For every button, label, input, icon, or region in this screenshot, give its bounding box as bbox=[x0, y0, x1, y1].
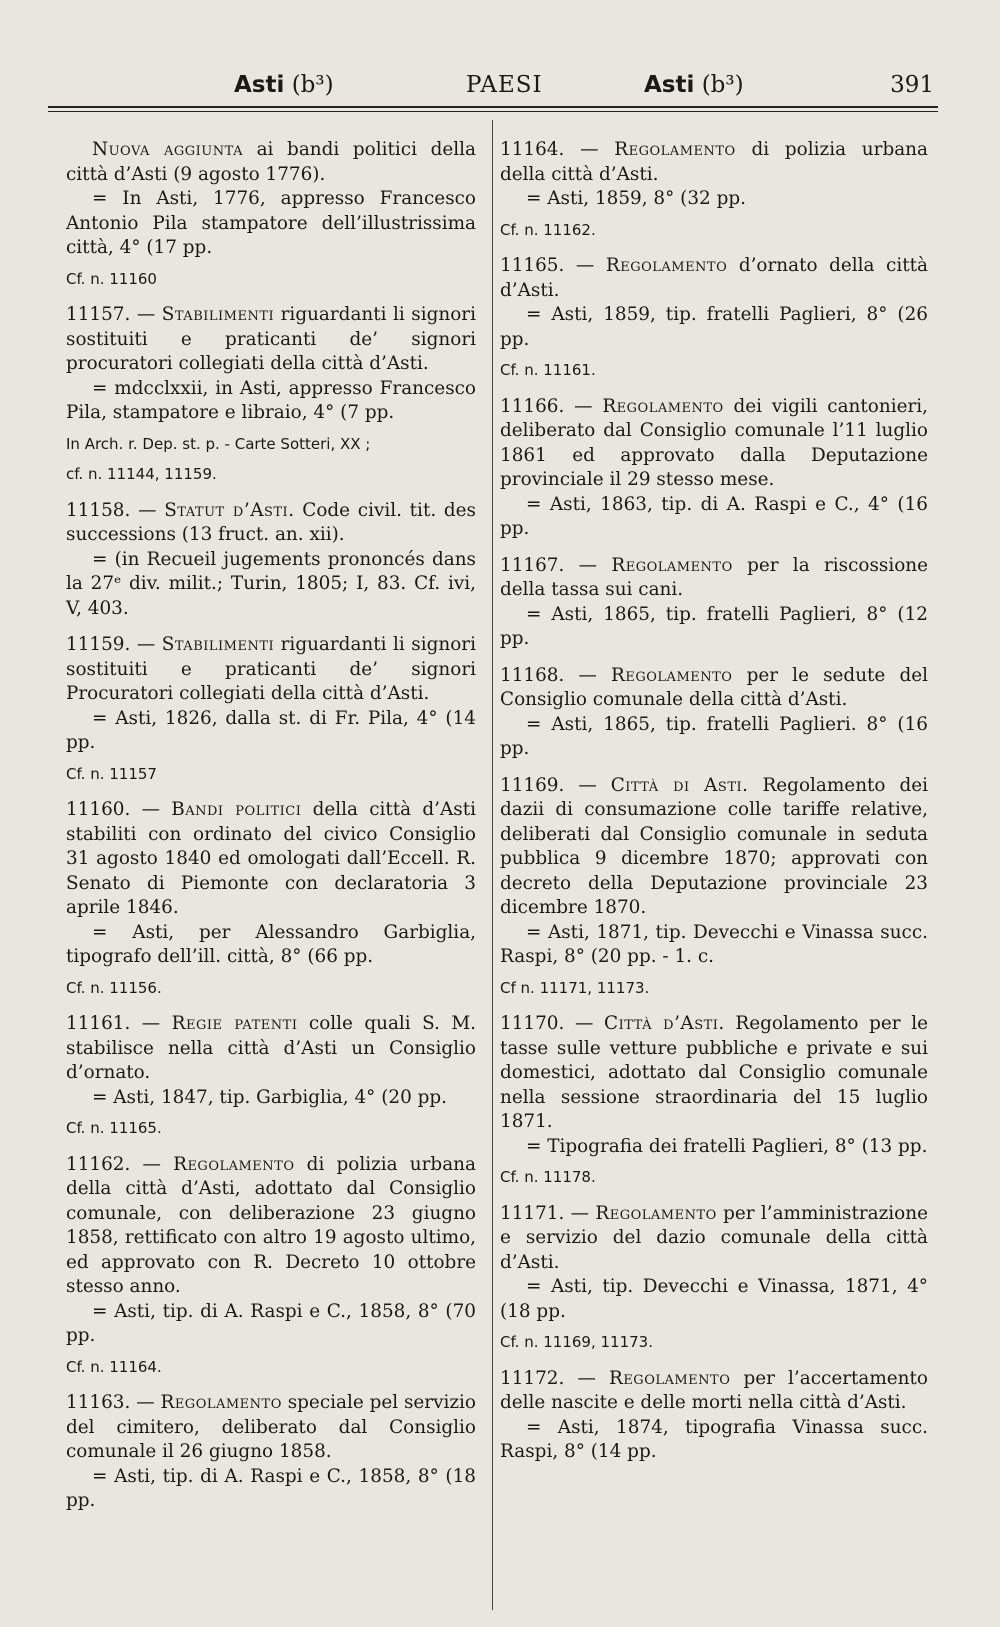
entry-text: Regolamento per le tasse sulle vetture pubbliche e private e sui domestici, adottato dal Consiglio comunale nella sessione straordinaria del 15 luglio 1871. bbox=[500, 1013, 928, 1132]
header-rule-thin bbox=[48, 111, 938, 112]
entry-description: 11166. — Regolamento dei vigili cantonieri, deliberato dal Consiglio comunale l’11 luglio 1861 ed approvato dalla Deputazione provinciale il 29 stesso mese. bbox=[500, 395, 928, 490]
entry-heading: Regolamento bbox=[605, 255, 728, 276]
entry-number: 11161. bbox=[66, 1013, 131, 1034]
entry-text: Code civil. tit. des successions (13 fruct. an. xii). bbox=[66, 499, 476, 545]
catalog-entry bbox=[66, 1153, 476, 1380]
entry-description: 11170. — Città d’Asti. Regolamento per le tasse sulle vetture pubbliche e private e sui domestici, adottato dal Consiglio comunale nella sessione straordinaria del 15 luglio 1871. bbox=[500, 1013, 928, 1132]
entry-description: 11159. — Stabilimenti riguardanti li signori sostituiti e praticanti de’ signori Procuratori collegiati della città d’Asti. bbox=[66, 634, 476, 704]
catalog-entry bbox=[66, 633, 476, 786]
entry-description: 11160. — Bandi politici della città d’Asti stabiliti con ordinato del civico Consiglio 31 agosto 1840 ed omologati dall’Eccell. R. Senato di Piemonte con declaratoria 3 aprile 1846. bbox=[66, 799, 476, 918]
entry-text: riguardanti li signori sostituiti e praticanti de’ signori Procuratori collegiati della città d’Asti. bbox=[66, 634, 476, 704]
entry-reference: Cf. n. 11178. bbox=[500, 1168, 596, 1186]
entry-imprint: = Asti, 1826, dalla st. di Fr. Pila, 4° (14 pp. bbox=[66, 707, 476, 753]
entry-description: 11165. — Regolamento d’ornato della città d’Asti. bbox=[500, 255, 928, 301]
entry-reference: Cf n. 11171, 11173. bbox=[500, 978, 650, 997]
entry-number: 11158. bbox=[66, 499, 131, 521]
entry-description: 11167. — Regolamento per la riscossione della tassa sui cani. bbox=[500, 554, 928, 600]
entry-imprint: = Asti, 1863, tip. di A. Raspi e C., 4° (16 pp. bbox=[500, 493, 928, 539]
catalog-entry bbox=[66, 499, 476, 622]
entry-text: di polizia urbana della città d’Asti, adottato dal Consiglio comunale, con deliberazione 23 giugno 1858, rettificato con altro 19 agosto ultimo, ed approvato con R. Decreto 10 ottobre stesso anno. bbox=[66, 1153, 476, 1297]
entry-heading: Regolamento bbox=[602, 395, 724, 417]
entry-description: 11172. — Regolamento per l’accertamento delle nascite e delle morti nella città d’Asti. bbox=[500, 1367, 928, 1413]
entry-reference: Cf. n. 11161. bbox=[500, 361, 596, 379]
entry-text: ai bandi politici della città d’Asti (9 agosto 1776). bbox=[66, 139, 476, 185]
header-left-title: Asti (b³) bbox=[234, 72, 334, 98]
entry-number: 11169. bbox=[500, 774, 565, 796]
entry-number: 11163. bbox=[66, 1392, 131, 1413]
entry-description: 11168. — Regolamento per le sedute del Consiglio comunale della città d’Asti. bbox=[500, 664, 928, 710]
entry-imprint: = Asti, 1874, tipografia Vinassa succ. Raspi, 8° (14 pp. bbox=[500, 1416, 928, 1462]
catalog-entry bbox=[500, 395, 928, 542]
entry-number: 11159. bbox=[66, 634, 131, 655]
entry-imprint: = Asti, 1871, tip. Devecchi e Vinassa succ. Raspi, 8° (20 pp. - 1. c. bbox=[500, 921, 928, 967]
catalog-entry bbox=[500, 554, 928, 652]
entry-reference: Cf. n. 11156. bbox=[66, 978, 162, 997]
catalog-entry bbox=[66, 138, 476, 291]
entry-number: 11171. bbox=[500, 1202, 565, 1224]
entry-text: per la riscossione della tassa sui cani. bbox=[500, 554, 928, 600]
entry-heading: Nuova aggiunta bbox=[92, 139, 243, 160]
header-rule-thick bbox=[48, 106, 938, 108]
entry-reference: Cf. n. 11165. bbox=[66, 1119, 162, 1137]
catalog-entry bbox=[500, 1012, 928, 1190]
entry-description: 11163. — Regolamento speciale pel servizio del cimitero, deliberato dal Consiglio comunale il 26 giugno 1858. bbox=[66, 1392, 477, 1462]
entry-imprint: = Tipografia dei fratelli Paglieri, 8° (13 pp. bbox=[526, 1135, 928, 1157]
entry-description: 11171. — Regolamento per l’amministrazione e servizio del dazio comunale della città d’Asti. bbox=[500, 1202, 928, 1273]
catalog-entry bbox=[500, 1367, 928, 1465]
catalog-entry bbox=[500, 1202, 928, 1355]
catalog-entry bbox=[66, 798, 476, 1000]
entry-heading: Città d’Asti. bbox=[604, 1013, 725, 1034]
catalog-entry bbox=[500, 774, 928, 1001]
entry-heading: Regolamento bbox=[611, 554, 733, 576]
entry-number: 11165. bbox=[500, 255, 565, 276]
right-column bbox=[500, 138, 928, 1477]
entry-reference: Cf. n. 11157 bbox=[66, 764, 157, 783]
entry-heading: Regolamento bbox=[608, 1367, 731, 1389]
entry-imprint: = In Asti, 1776, appresso Francesco Antonio Pila stampatore dell’illustrissima città, 4° (17 pp. bbox=[66, 188, 476, 258]
entry-imprint: = Asti, per Alessandro Garbiglia, tipografo dell’ill. città, 8° (66 pp. bbox=[66, 921, 476, 967]
entry-text: d’ornato della città d’Asti. bbox=[500, 255, 928, 301]
header-right-title: Asti (b³) bbox=[644, 72, 744, 98]
entry-reference: Cf. n. 11164. bbox=[66, 1357, 162, 1376]
entry-text: di polizia urbana della città d’Asti. bbox=[500, 139, 928, 185]
entry-text: colle quali S. M. stabilisce nella città d’Asti un Consiglio d’ornato. bbox=[66, 1013, 477, 1083]
entry-reference: Cf. n. 11160 bbox=[66, 269, 157, 288]
entry-description: 11161. — Regie patenti colle quali S. M. stabilisce nella città d’Asti un Consiglio d’ornato. bbox=[66, 1013, 477, 1083]
entry-text: per l’accertamento delle nascite e delle morti nella città d’Asti. bbox=[500, 1367, 928, 1413]
entry-imprint: = mdcclxxii, in Asti, appresso Francesco Pila, stampatore e libraio, 4° (7 pp. bbox=[66, 377, 476, 423]
entry-heading: Regolamento bbox=[595, 1202, 717, 1224]
entry-description: 11157. — Stabilimenti riguardanti li signori sostituiti e praticanti de’ signori procuratori collegiati della città d’Asti. bbox=[66, 304, 476, 374]
entry-imprint: = Asti, 1865, tip. fratelli Paglieri. 8° (16 pp. bbox=[500, 713, 928, 759]
entry-description: 11158. — Statut d’Asti. Code civil. tit. des successions (13 fruct. an. xii). bbox=[66, 499, 476, 545]
entry-heading: Stabilimenti bbox=[161, 304, 275, 325]
entry-heading: Regolamento bbox=[173, 1153, 295, 1175]
entry-number: 11168. bbox=[500, 664, 565, 686]
entry-imprint: = Asti, tip. di A. Raspi e C., 1858, 8° (18 pp. bbox=[66, 1465, 476, 1511]
entry-heading: Regolamento bbox=[160, 1392, 282, 1413]
catalog-entry bbox=[500, 138, 928, 242]
entry-reference: Cf. n. 11162. bbox=[500, 220, 596, 239]
page-number: 391 bbox=[890, 72, 934, 98]
entry-description bbox=[66, 138, 476, 187]
entry-number: 11166. bbox=[500, 395, 565, 417]
entry-reference: In Arch. r. Dep. st. p. - Carte Sotteri, XX ; bbox=[66, 434, 371, 453]
entry-number: 11167. bbox=[500, 554, 565, 576]
entry-text: per le sedute del Consiglio comunale della città d’Asti. bbox=[500, 664, 928, 710]
entry-imprint: = Asti, 1859, 8° (32 pp. bbox=[526, 188, 746, 209]
entry-text: speciale pel servizio del cimitero, deliberato dal Consiglio comunale il 26 giugno 1858. bbox=[66, 1392, 477, 1462]
left-column bbox=[66, 138, 476, 1526]
entry-text: della città d’Asti stabiliti con ordinato del civico Consiglio 31 agosto 1840 ed omologati dall’Eccell. R. Senato di Piemonte con declaratoria 3 aprile 1846. bbox=[66, 799, 476, 918]
entry-heading: Stabilimenti bbox=[161, 634, 275, 655]
entry-heading: Regolamento bbox=[614, 139, 736, 160]
entry-heading: Bandi politici bbox=[171, 799, 302, 820]
entry-description: 11162. — Regolamento di polizia urbana della città d’Asti, adottato dal Consiglio comunale, con deliberazione 23 giugno 1858, rettificato con altro 19 agosto ultimo, ed approvato con R. Decreto 10 ottobre stesso anno. bbox=[66, 1153, 476, 1297]
entry-number: 11170. bbox=[500, 1013, 565, 1034]
entry-heading: Statut d’Asti. bbox=[164, 499, 295, 521]
entry-reference: Cf. n. 11169, 11173. bbox=[500, 1333, 653, 1351]
catalog-entry bbox=[66, 1391, 476, 1514]
entry-imprint: = Asti, 1847, tip. Garbiglia, 4° (20 pp. bbox=[92, 1086, 448, 1108]
entry-imprint: = Asti, 1865, tip. fratelli Paglieri, 8° (12 pp. bbox=[500, 603, 928, 649]
entry-text: Regolamento dei dazii di consumazione colle tariffe relative, deliberati dal Consiglio comunale in seduta pubblica 9 dicembre 1870; approvati con decreto della Deputazione provinciale 23 dicembre 1870. bbox=[500, 774, 928, 918]
column-separator bbox=[492, 120, 493, 1610]
catalog-entry bbox=[500, 254, 928, 383]
entry-number: 11164. bbox=[500, 139, 565, 160]
catalog-entry bbox=[500, 664, 928, 762]
entry-description: 11164. — Regolamento di polizia urbana della città d’Asti. bbox=[500, 139, 928, 185]
entry-number: 11157. bbox=[66, 304, 131, 325]
entry-text: riguardanti li signori sostituiti e praticanti de’ signori procuratori collegiati della città d’Asti. bbox=[66, 304, 476, 374]
entry-heading: Città di Asti. bbox=[610, 774, 749, 796]
entry-imprint: = Asti, 1859, tip. fratelli Paglieri, 8° (26 pp. bbox=[500, 304, 928, 350]
entry-reference: cf. n. 11144, 11159. bbox=[66, 465, 217, 483]
entry-text: per l’amministrazione e servizio del dazio comunale della città d’Asti. bbox=[500, 1202, 928, 1273]
entry-imprint: = Asti, tip. di A. Raspi e C., 1858, 8° (70 pp. bbox=[66, 1300, 476, 1346]
entry-heading: Regie patenti bbox=[171, 1013, 298, 1034]
entry-text: dei vigili cantonieri, deliberato dal Consiglio comunale l’11 luglio 1861 ed approvato dalla Deputazione provinciale il 29 stesso mese. bbox=[500, 395, 928, 490]
header-center-title: PAESI bbox=[466, 72, 543, 98]
running-header bbox=[48, 68, 938, 108]
entry-number: 11172. bbox=[500, 1367, 565, 1389]
entry-number: 11160. bbox=[66, 799, 131, 820]
catalog-entry bbox=[66, 303, 476, 487]
entry-heading: Regolamento bbox=[611, 664, 733, 686]
entry-imprint: = (in Recueil jugements prononcés dans la 27ᵉ div. milit.; Turin, 1805; I, 83. Cf. ivi, V, 403. bbox=[66, 548, 476, 619]
entry-description: 11169. — Città di Asti. Regolamento dei dazii di consumazione colle tariffe relative, deliberati dal Consiglio comunale in seduta pubblica 9 dicembre 1870; approvati con decreto della Deputazione provinciale 23 dicembre 1870. bbox=[500, 774, 928, 918]
entry-imprint: = Asti, tip. Devecchi e Vinassa, 1871, 4° (18 pp. bbox=[500, 1276, 928, 1322]
catalog-entry bbox=[66, 1012, 476, 1141]
entry-number: 11162. bbox=[66, 1153, 131, 1175]
